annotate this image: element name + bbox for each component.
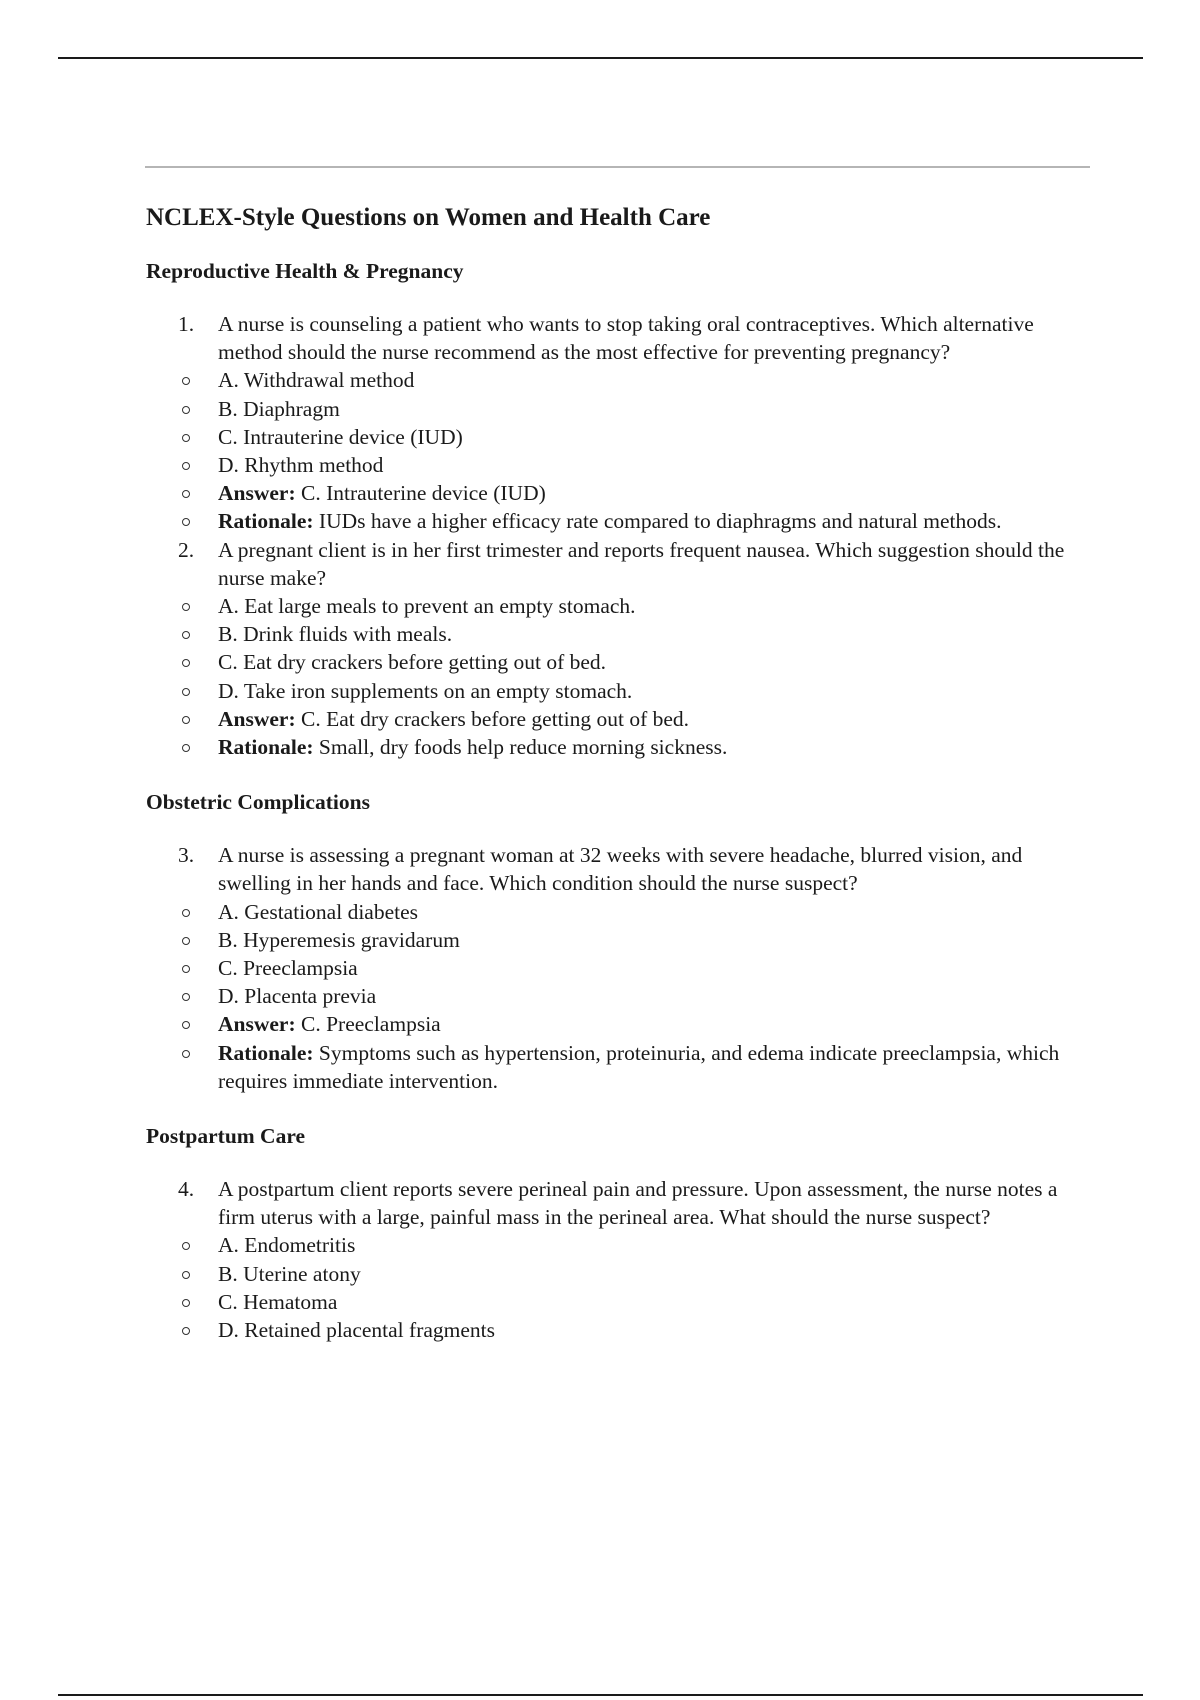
option-item: D. Rhythm method (146, 451, 1091, 479)
rationale-text: IUDs have a higher efficacy rate compared to diaphragms and natural methods. (318, 509, 1002, 534)
question-number: 4. (178, 1177, 195, 1202)
page-top-border (58, 57, 1143, 59)
section-heading-obstetric-complications: Obstetric Complications (146, 790, 370, 815)
answer-label: Answer: (218, 481, 296, 506)
rationale-item (146, 1039, 1091, 1095)
answer-options (146, 592, 1091, 761)
rationale-item (146, 733, 1091, 761)
answer-text: C. Intrauterine device (IUD) (301, 481, 546, 506)
option-item: A. Endometritis (146, 1231, 1091, 1259)
rationale-label: Rationale: (218, 1040, 314, 1065)
answer-options (146, 898, 1091, 1095)
option-item: A. Eat large meals to prevent an empty stomach. (146, 592, 1091, 620)
circle-bullet-icon (182, 462, 190, 470)
circle-bullet-icon (182, 688, 190, 696)
circle-bullet-icon (182, 603, 190, 611)
answer-item (146, 1010, 1091, 1038)
horizontal-rule (145, 166, 1090, 168)
question-number: 1. (178, 312, 195, 336)
question-text: A postpartum client reports severe perineal pain and pressure. Upon assessment, the nurse notes a firm uterus with a large, painful mass in the perineal area. What should the nurse suspect? (218, 1177, 1058, 1230)
circle-bullet-icon (182, 1327, 190, 1335)
option-item: A. Gestational diabetes (146, 898, 1091, 926)
circle-bullet-icon (182, 1021, 190, 1029)
document-body (146, 200, 1091, 1344)
option-item: C. Eat dry crackers before getting out of bed. (146, 648, 1091, 676)
rationale-label: Rationale: (218, 509, 314, 534)
rationale-text: Small, dry foods help reduce morning sickness. (318, 735, 728, 760)
option-item: A. Withdrawal method (146, 366, 1091, 394)
option-item: D. Retained placental fragments (146, 1316, 1091, 1344)
answer-options (146, 1231, 1091, 1344)
question-3 (146, 841, 1091, 897)
question-number: 3. (178, 843, 195, 868)
question-2 (146, 536, 1091, 592)
circle-bullet-icon (182, 1271, 190, 1279)
option-item: D. Take iron supplements on an empty stomach. (146, 677, 1091, 705)
question-text: A pregnant client is in her first trimester and reports frequent nausea. Which suggestion should the nurse make? (218, 537, 1065, 590)
circle-bullet-icon (182, 631, 190, 639)
circle-bullet-icon (182, 518, 190, 526)
rationale-text: Symptoms such as hypertension, proteinuria, and edema indicate preeclampsia, which requires immediate intervention. (218, 1040, 1060, 1093)
question-1 (146, 310, 1091, 366)
section-heading-postpartum-care: Postpartum Care (146, 1124, 306, 1149)
option-item: B. Diaphragm (146, 395, 1091, 423)
answer-item (146, 705, 1091, 733)
circle-bullet-icon (182, 434, 190, 442)
section-heading-reproductive-health: Reproductive Health & Pregnancy (146, 259, 464, 283)
question-list (146, 841, 1091, 1095)
question-4 (146, 1175, 1091, 1231)
option-item: B. Drink fluids with meals. (146, 620, 1091, 648)
circle-bullet-icon (182, 659, 190, 667)
circle-bullet-icon (182, 965, 190, 973)
circle-bullet-icon (182, 1299, 190, 1307)
option-item: B. Hyperemesis gravidarum (146, 926, 1091, 954)
question-text: A nurse is assessing a pregnant woman at 32 weeks with severe headache, blurred vision, and swelling in her hands and face. Which condition should the nurse suspect? (218, 843, 1023, 896)
option-item: B. Uterine atony (146, 1260, 1091, 1288)
question-number: 2. (178, 537, 195, 562)
answer-text: C. Preeclampsia (301, 1012, 441, 1037)
circle-bullet-icon (182, 1242, 190, 1250)
option-item: C. Hematoma (146, 1288, 1091, 1316)
option-item: C. Intrauterine device (IUD) (146, 423, 1091, 451)
circle-bullet-icon (182, 490, 190, 498)
question-list (146, 310, 1091, 761)
answer-label: Answer: (218, 706, 296, 731)
circle-bullet-icon (182, 744, 190, 752)
circle-bullet-icon (182, 909, 190, 917)
answer-text: C. Eat dry crackers before getting out of bed. (301, 706, 690, 731)
rationale-label: Rationale: (218, 735, 314, 760)
page-bottom-border (58, 1694, 1143, 1696)
document-title: NCLEX-Style Questions on Women and Health Care (146, 204, 711, 231)
circle-bullet-icon (182, 1050, 190, 1058)
option-item: C. Preeclampsia (146, 954, 1091, 982)
option-item: D. Placenta previa (146, 982, 1091, 1010)
circle-bullet-icon (182, 716, 190, 724)
rationale-item (146, 507, 1091, 535)
answer-label: Answer: (218, 1012, 296, 1037)
question-list (146, 1175, 1091, 1344)
circle-bullet-icon (182, 993, 190, 1001)
question-text: A nurse is counseling a patient who wants to stop taking oral contraceptives. Which alternative method should the nurse recommend as the most effective for preventing pregnancy? (218, 312, 1034, 365)
answer-options (146, 366, 1091, 535)
answer-item (146, 479, 1091, 507)
circle-bullet-icon (182, 406, 190, 414)
circle-bullet-icon (182, 937, 190, 945)
circle-bullet-icon (182, 377, 190, 385)
